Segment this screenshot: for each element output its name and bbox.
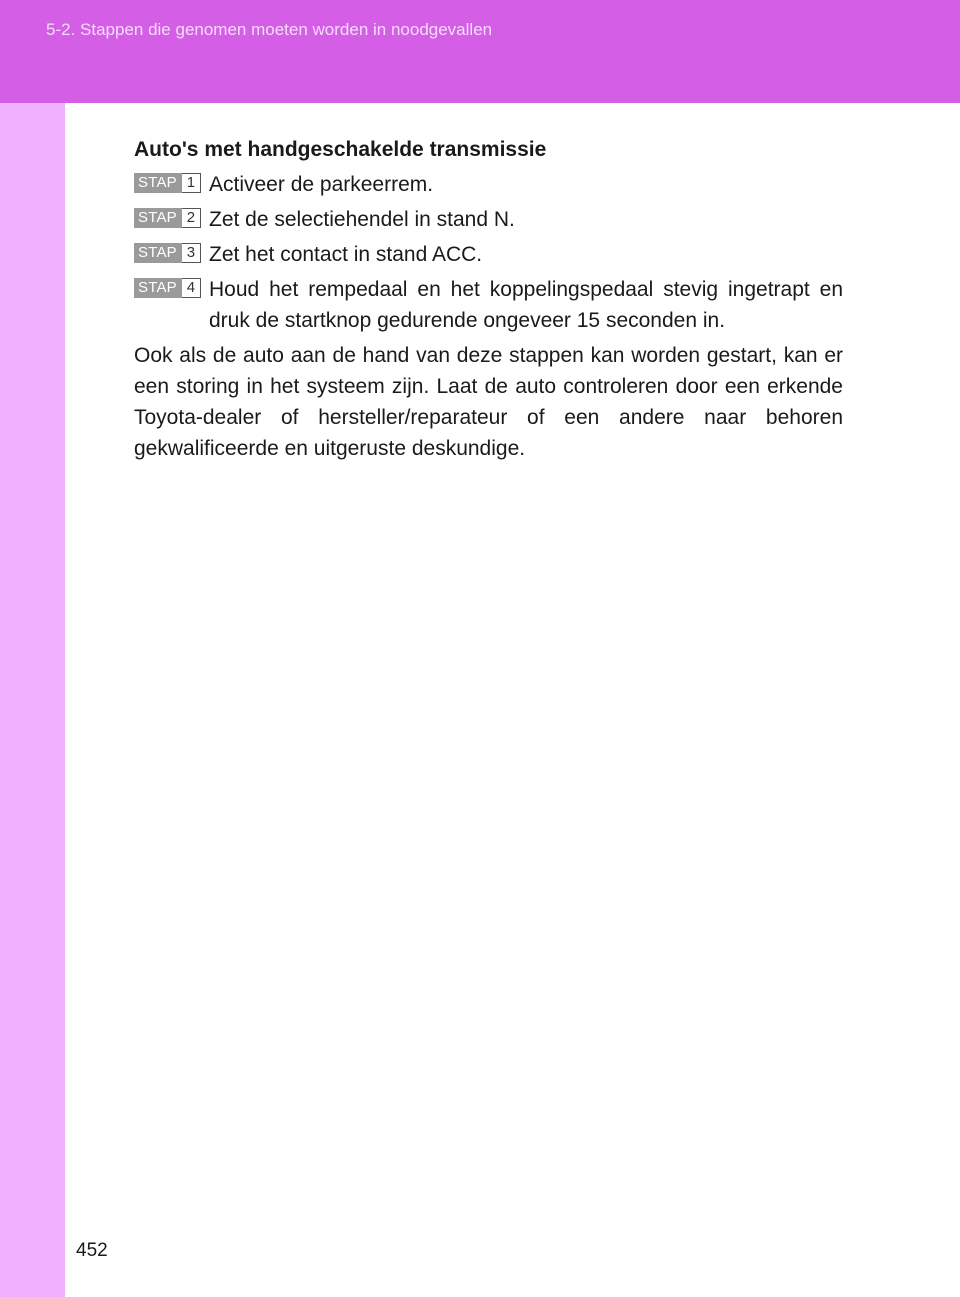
step-1 — [134, 169, 843, 200]
step-badge — [134, 243, 201, 263]
step-badge-label: STAP — [134, 208, 182, 228]
subheading: Auto's met handgeschakelde transmissie — [134, 138, 547, 161]
step-badge — [134, 173, 201, 193]
page-number: 452 — [76, 1240, 108, 1261]
step-badge-label: STAP — [134, 278, 182, 298]
section-title: 5-2. Stappen die genomen moeten worden in noodgevallen — [46, 20, 493, 39]
step-text: Zet de selectiehendel in stand N. — [209, 208, 515, 231]
step-badge-number: 2 — [182, 208, 201, 228]
step-badge-number: 3 — [182, 243, 201, 263]
side-strip — [0, 103, 65, 1297]
step-badge — [134, 208, 201, 228]
note-paragraph: Ook als de auto aan de hand van deze stappen kan worden gestart, kan er een storing in het systeem zijn. Laat de auto controleren door een erkende Toyota-dealer of hersteller/reparateur of een andere naar behoren gekwalificeerde en uitgeruste deskundige. — [134, 344, 843, 460]
step-2 — [134, 204, 843, 235]
step-badge-number: 1 — [182, 173, 201, 193]
step-badge-number: 4 — [182, 278, 201, 298]
step-4 — [134, 274, 843, 336]
page-content — [134, 134, 843, 464]
step-badge-label: STAP — [134, 173, 182, 193]
step-3 — [134, 239, 843, 270]
step-text: Zet het contact in stand ACC. — [209, 243, 483, 266]
header-band — [0, 0, 960, 103]
step-text: Activeer de parkeerrem. — [209, 173, 434, 196]
step-text: Houd het rempedaal en het koppelingspedaal stevig ingetrapt en druk de startknop gedurende ongeveer 15 seconden in. — [209, 278, 843, 332]
step-badge-label: STAP — [134, 243, 182, 263]
step-badge — [134, 278, 201, 298]
